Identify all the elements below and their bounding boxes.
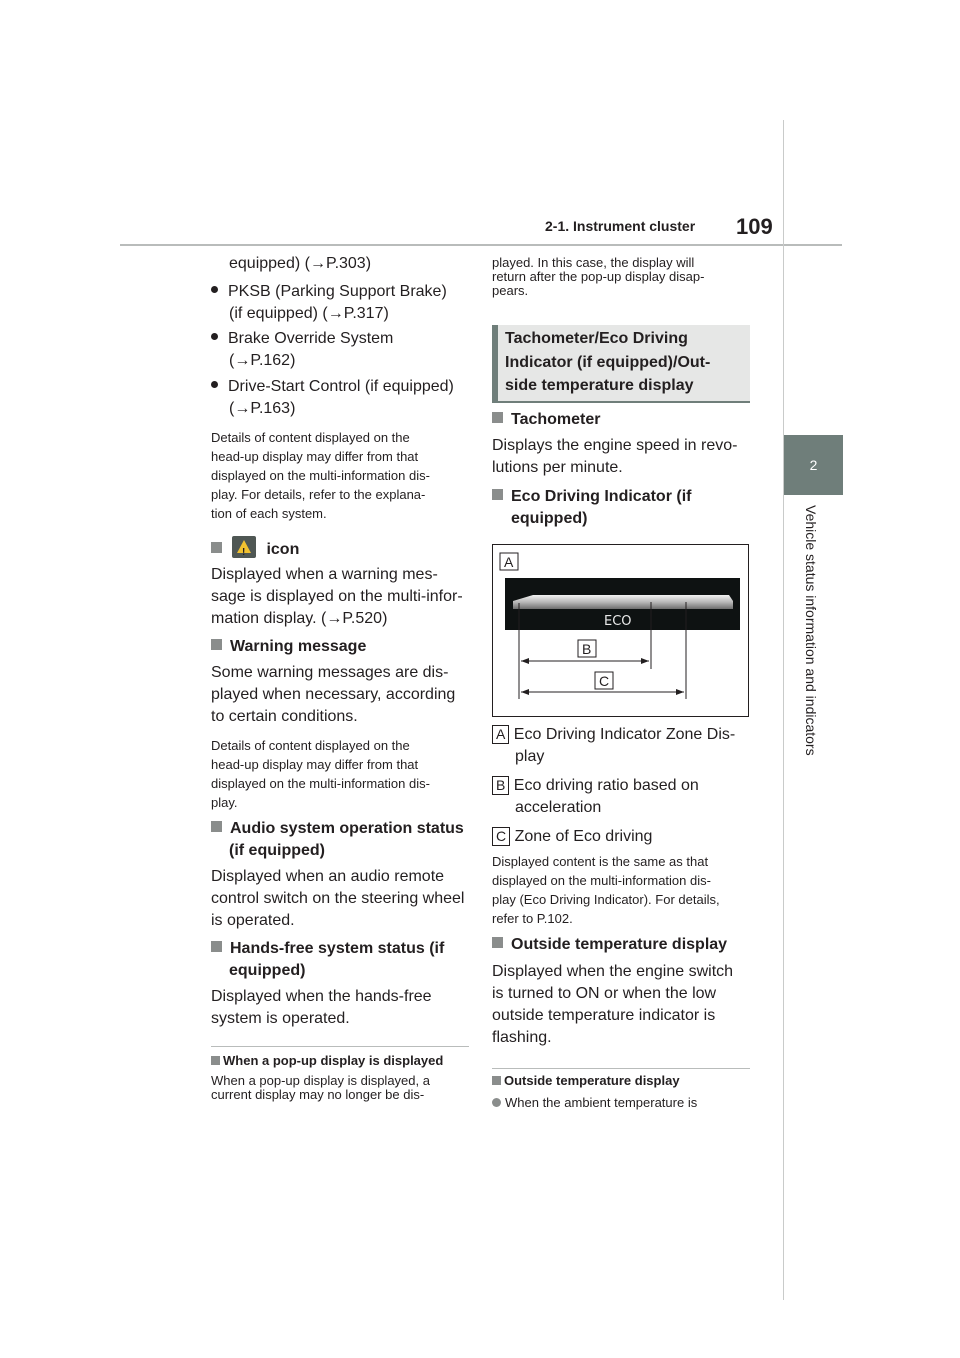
legend-label: C bbox=[492, 827, 510, 846]
tach-body: Displays the engine speed in revo- lutions per minute. bbox=[492, 437, 738, 476]
page-ref-link[interactable]: P.317) bbox=[343, 305, 389, 322]
note-divider bbox=[492, 1068, 750, 1069]
outside-body: Displayed when the engine switch is turned to ON or when the low outside temperature indicator is flashing. bbox=[492, 963, 734, 1046]
bullet-icon bbox=[211, 381, 218, 388]
arrowhead bbox=[521, 689, 529, 695]
note-text: Details of content displayed on the head-up display may differ from that displayed on the multi-information dis- play. For details, refer to the explana- tion of each system. bbox=[211, 430, 430, 521]
list-item: Drive-Start Control (if equipped) bbox=[211, 376, 454, 398]
page-ref-link[interactable]: P.303) bbox=[325, 255, 372, 272]
bullet-icon bbox=[211, 333, 218, 340]
handsfree-body: Displayed when the hands-free system is operated. bbox=[211, 988, 432, 1027]
tach-heading: Tachometer bbox=[492, 409, 601, 431]
page-number: 109 bbox=[736, 214, 773, 239]
page-ref-link[interactable]: P.520) bbox=[342, 610, 388, 627]
popup-note-body: When a pop-up display is displayed, a current display may no longer be dis- bbox=[211, 1073, 430, 1102]
eco-note: Displayed content is the same as that displayed on the multi-information dis- play (Eco Driving Indicator). For details, refer to P.102. bbox=[492, 854, 720, 926]
warning-body: Some warning messages are dis- played when necessary, according to certain conditions. bbox=[211, 664, 456, 725]
chapter-label: Vehicle status information and indicators bbox=[803, 505, 819, 756]
list-item: Brake Override System bbox=[211, 328, 393, 350]
eco-indicator-figure bbox=[492, 544, 749, 717]
icon-body: Displayed when a warning mes- sage is displayed on the multi-infor- mation display. (→P.520) bbox=[211, 566, 463, 627]
note-divider bbox=[211, 1046, 469, 1047]
arrow-icon: → bbox=[309, 255, 326, 272]
popup-note-heading: When a pop-up display is displayed bbox=[211, 1053, 443, 1068]
header-divider bbox=[120, 244, 842, 246]
note-text: Details of content displayed on the head-up display may differ from that displayed on the multi-information dis- play. bbox=[211, 738, 430, 810]
audio-body: Displayed when an audio remote control switch on the steering wheel is operated. bbox=[211, 868, 465, 929]
legend-item-b: B Eco driving ratio based on acceleration bbox=[492, 775, 752, 819]
page-ref-link[interactable]: P.162) bbox=[250, 352, 296, 369]
heading-square-icon bbox=[211, 941, 222, 952]
legend-item-a: A Eco Driving Indicator Zone Dis- play bbox=[492, 724, 752, 768]
side-divider bbox=[783, 120, 784, 1300]
heading-square-icon bbox=[492, 1076, 501, 1085]
eco-indicator-diagram bbox=[493, 545, 748, 716]
arrowhead bbox=[641, 658, 649, 664]
bullet-icon bbox=[211, 286, 218, 293]
eco-heading: Eco Driving Indicator (if equipped) bbox=[492, 486, 752, 530]
legend-label: A bbox=[492, 725, 509, 744]
arrow-icon: → bbox=[234, 352, 251, 369]
heading-square-icon bbox=[211, 639, 222, 650]
list-item: PKSB (Parking Support Brake) bbox=[211, 281, 447, 303]
list-item-cont: (→P.162) bbox=[229, 352, 296, 369]
heading-square-icon bbox=[492, 937, 503, 948]
list-item-cont: (→P.163) bbox=[229, 400, 296, 417]
arrow-icon: → bbox=[327, 305, 344, 322]
callout-b-text: B bbox=[582, 641, 592, 657]
page-ref-link[interactable]: P.163) bbox=[250, 400, 296, 417]
icon-heading: ! icon bbox=[211, 536, 299, 561]
heading-square-icon bbox=[211, 821, 222, 832]
warning-heading: Warning message bbox=[211, 636, 366, 658]
heading-square-icon bbox=[492, 412, 503, 423]
legend-label: B bbox=[492, 776, 509, 795]
continued-text: equipped) (→P.303) bbox=[229, 255, 372, 272]
outside-note-heading: Outside temperature display bbox=[492, 1073, 680, 1088]
chapter-tab[interactable]: 2 bbox=[784, 435, 843, 495]
popup-note-cont: played. In this case, the display will return after the pop-up display disap- pears. bbox=[492, 255, 705, 298]
eco-gauge-bar bbox=[513, 595, 733, 609]
eco-text: ECO bbox=[604, 614, 632, 629]
arrowhead bbox=[521, 658, 529, 664]
arrow-icon: → bbox=[234, 400, 251, 417]
callout-a-text: A bbox=[504, 554, 514, 570]
section-heading: Tachometer/Eco Driving Indicator (if equipped)/Out- side temperature display bbox=[505, 330, 711, 394]
heading-square-icon bbox=[492, 489, 503, 500]
bullet-icon bbox=[492, 1098, 501, 1107]
handsfree-heading: Hands-free system status (if equipped) bbox=[211, 938, 476, 982]
list-item-cont: (if equipped) (→P.317) bbox=[229, 305, 389, 322]
heading-square-icon bbox=[211, 542, 222, 553]
arrow-icon: → bbox=[326, 610, 343, 627]
section-title: 2-1. Instrument cluster bbox=[545, 218, 696, 234]
legend-item-c: C Zone of Eco driving bbox=[492, 826, 752, 848]
outside-heading: Outside temperature display bbox=[492, 934, 727, 956]
arrowhead bbox=[676, 689, 684, 695]
callout-c-text: C bbox=[599, 673, 610, 689]
outside-note-bullet: When the ambient temperature is bbox=[492, 1095, 697, 1110]
heading-square-icon bbox=[211, 1056, 220, 1065]
warning-triangle-icon bbox=[232, 536, 256, 558]
audio-heading: Audio system operation status (if equipped) bbox=[211, 818, 476, 862]
